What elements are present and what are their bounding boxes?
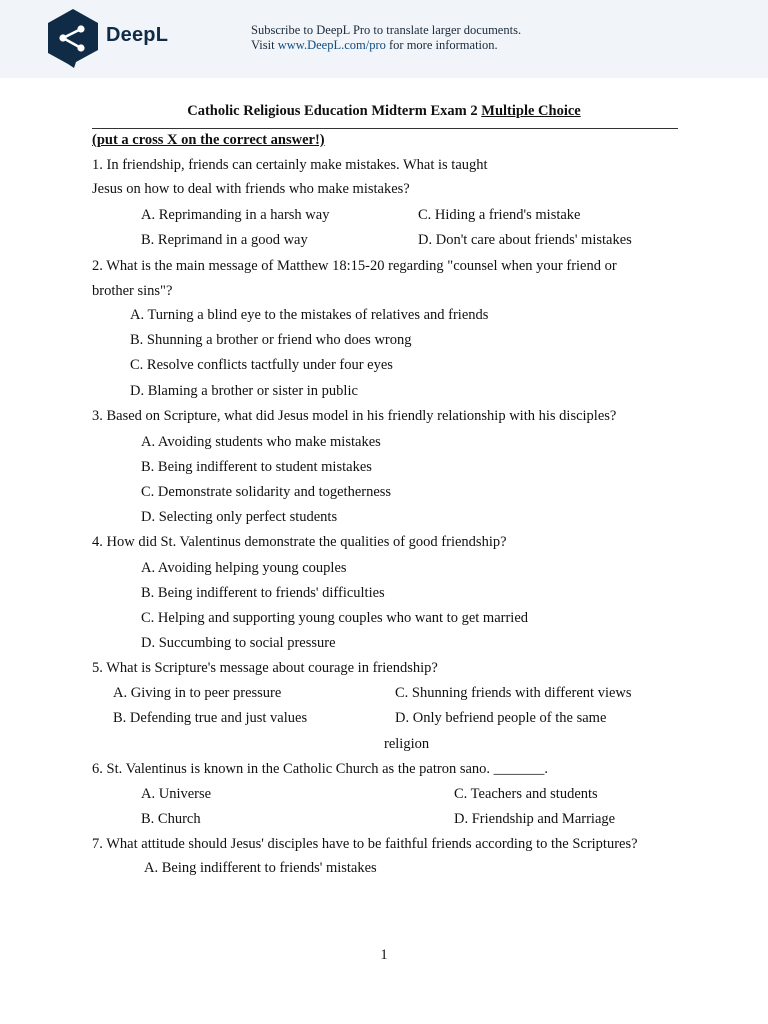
question-4-text: 4. How did St. Valentinus demonstrate the qualities of good friendship? — [92, 534, 507, 550]
question-5-option-c: C. Shunning friends with different views — [395, 685, 632, 701]
promo-prefix: Visit — [251, 38, 278, 52]
question-1-option-a: A. Reprimanding in a harsh way — [141, 207, 330, 223]
question-2-option-d: D. Blaming a brother or sister in public — [130, 383, 358, 399]
promo-text — [251, 23, 521, 53]
promo-line-1: Subscribe to DeepL Pro to translate larger documents. — [251, 23, 522, 37]
question-5-option-d: D. Only befriend people of the same — [395, 710, 607, 726]
question-5-option-a: A. Giving in to peer pressure — [113, 685, 282, 701]
question-6-option-d: D. Friendship and Marriage — [454, 811, 616, 827]
question-3-option-c: C. Demonstrate solidarity and togetherness — [141, 484, 392, 500]
deepl-brand-name: DeepL — [106, 24, 169, 46]
question-3-text: 3. Based on Scripture, what did Jesus model in his friendly relationship with his disciples? — [92, 408, 617, 424]
title-rule — [92, 128, 678, 129]
deepl-pro-link[interactable]: www.DeepL.com/pro — [277, 38, 386, 52]
question-1-option-d: D. Don't care about friends' mistakes — [418, 232, 632, 248]
question-4-option-a: A. Avoiding helping young couples — [141, 560, 347, 576]
question-2-option-a: A. Turning a blind eye to the mistakes of relatives and friends — [130, 307, 489, 323]
question-3-option-d: D. Selecting only perfect students — [141, 509, 338, 525]
question-6-text: 6. St. Valentinus is known in the Catholic Church as the patron sano. _______. — [92, 761, 549, 777]
question-6-option-b: B. Church — [141, 811, 201, 827]
promo-line-2 — [251, 38, 521, 53]
exam-title-main: Catholic Religious Education Midterm Exam 2 — [187, 103, 482, 119]
exam-title — [0, 103, 768, 120]
question-7-option-a: A. Being indifferent to friends' mistakes — [144, 860, 377, 876]
question-3-option-a: A. Avoiding students who make mistakes — [141, 434, 381, 450]
question-1-text: 1. In friendship, friends can certainly make mistakes. What is taught — [92, 157, 488, 173]
question-1-option-b: B. Reprimand in a good way — [141, 232, 308, 248]
deepl-logo-icon — [46, 8, 100, 68]
page-number: 1 — [380, 947, 388, 963]
question-5-option-d-cont: religion — [384, 736, 430, 752]
question-1-text-cont: Jesus on how to deal with friends who make mistakes? — [92, 181, 410, 197]
question-7-text: 7. What attitude should Jesus' disciples have to be faithful friends according to the Scriptures? — [92, 836, 638, 852]
question-4-option-c: C. Helping and supporting young couples who want to get married — [141, 610, 529, 626]
question-5-text: 5. What is Scripture's message about courage in friendship? — [92, 660, 438, 676]
question-3-option-b: B. Being indifferent to student mistakes — [141, 459, 372, 475]
question-2-text-cont: brother sins"? — [92, 283, 173, 299]
instruction: (put a cross X on the correct answer!) — [92, 132, 325, 148]
question-5-option-b: B. Defending true and just values — [113, 710, 308, 726]
question-2-text: 2. What is the main message of Matthew 18:15-20 regarding "counsel when your friend or — [92, 258, 617, 274]
deepl-banner — [0, 0, 768, 78]
promo-suffix: for more information. — [385, 38, 498, 52]
question-2-option-b: B. Shunning a brother or friend who does wrong — [130, 332, 412, 348]
question-4-option-b: B. Being indifferent to friends' difficulties — [141, 585, 385, 601]
question-6-option-a: A. Universe — [141, 786, 212, 802]
question-6-option-c: C. Teachers and students — [454, 786, 598, 802]
question-2-option-c: C. Resolve conflicts tactfully under four eyes — [130, 357, 393, 373]
exam-title-type: Multiple Choice — [481, 103, 581, 119]
question-1-option-c: C. Hiding a friend's mistake — [418, 207, 581, 223]
question-4-option-d: D. Succumbing to social pressure — [141, 635, 336, 651]
